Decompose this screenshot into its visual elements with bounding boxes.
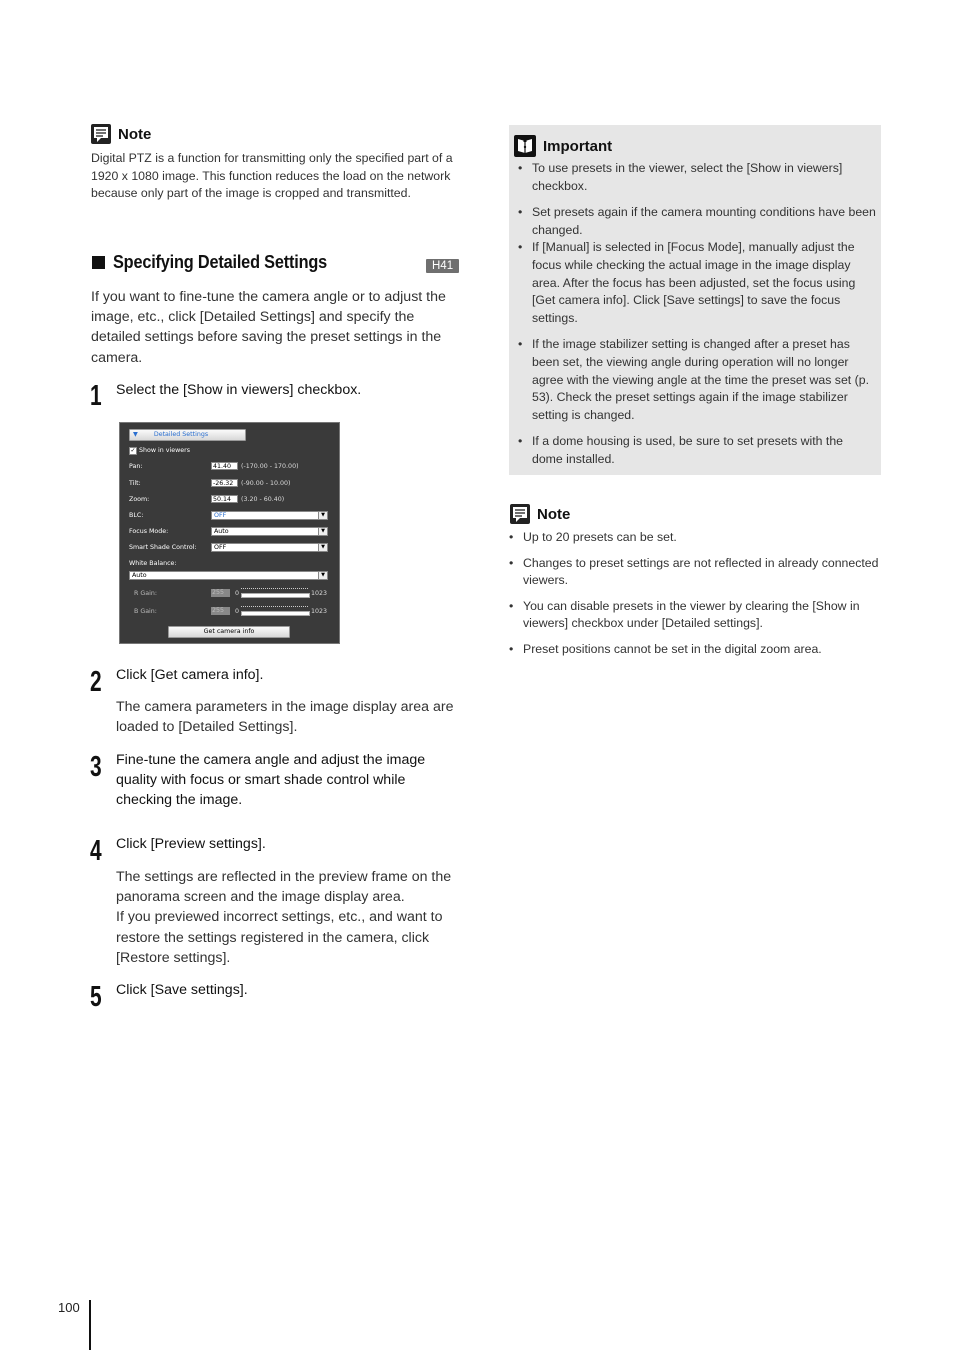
zoom-label: Zoom: [129, 496, 150, 503]
step-3-number: 3 [90, 751, 102, 783]
r-gain-max: 1023 [311, 590, 328, 597]
left-note-text: Digital PTZ is a function for transmitting only the specified part of a 1920 x 1080 image. This function reduces the load on the network because only part of the image is cropped and transmitted. [91, 151, 453, 201]
section-square-icon [92, 256, 105, 269]
important-box [509, 125, 881, 475]
step-2-desc: The camera parameters in the image display area are loaded to [Detailed Settings]. [116, 699, 454, 736]
r-gain-slider [241, 593, 310, 598]
pan-range: (-170.00 - 170.00) [241, 463, 299, 470]
page-number: 100 [58, 1300, 80, 1315]
r-gain-ticks [241, 588, 308, 592]
tilt-label: Tilt: [129, 480, 141, 487]
step-2-text: Click [Get camera info]. [116, 667, 264, 683]
step-5-text: Click [Save settings]. [116, 982, 248, 998]
step-4-text: Click [Preview settings]. [116, 836, 266, 852]
section-badge: H41 [426, 259, 459, 273]
note-icon [90, 123, 112, 145]
section-intro: If you want to fine-tune the camera angle or to adjust the image, etc., click [Detailed Settings] and specify the detailed settings before saving the preset settings in the camera. [91, 289, 446, 366]
b-gain-label: B Gain: [134, 608, 157, 615]
chevron-down-icon: ▼ [318, 572, 327, 579]
get-camera-info-button: Get camera info [168, 626, 290, 638]
step-1-text: Select the [Show in viewers] checkbox. [116, 382, 362, 398]
step-4-desc: The settings are reflected in the preview frame on the panorama screen and the image display area. If you previewed incorrect settings, etc., and want to restore the settings registered in the camera, click [Restore settings]. [116, 869, 452, 966]
important-list [514, 160, 876, 469]
b-gain-slider [241, 611, 310, 616]
r-gain-label: R Gain: [134, 590, 157, 597]
left-note-title: Note [118, 125, 152, 143]
right-note-item: • Up to 20 presets can be set. [505, 529, 881, 547]
chevron-down-icon: ▼ [318, 528, 327, 535]
tilt-range: (-90.00 - 10.00) [241, 480, 291, 487]
focus-mode-select [211, 527, 328, 536]
smart-shade-label: Smart Shade Control: [129, 544, 197, 551]
important-item: • If [Manual] is selected in [Focus Mode], manually adjust the focus while checking the actual image in the image display area. After the focus has been adjusted, set the focus using [Get camera info]. Click [Save settings] to save the focus settings. [514, 239, 876, 327]
step-5-number: 5 [90, 981, 102, 1013]
step-3-text: Fine-tune the camera angle and adjust the image quality with focus or smart shade control while checking the image. [116, 752, 426, 808]
smart-shade-select [211, 543, 328, 552]
focus-mode-value: Auto [214, 528, 229, 535]
important-item: • If the image stabilizer setting is changed after a preset has been set, the viewing angle during operation will no longer agree with the viewing angle at the time the preset was set (p. 53). Check the preset settings again if the image stabilizer setting is changed. [514, 336, 876, 424]
page-number-rule [89, 1300, 91, 1350]
blc-value: OFF [214, 512, 227, 519]
white-balance-label: White Balance: [129, 560, 177, 567]
blc-select [211, 511, 328, 520]
b-gain-min: 0 [235, 608, 240, 615]
important-item: • To use presets in the viewer, select the [Show in viewers] checkbox. [514, 160, 876, 195]
show-in-viewers-label: Show in viewers [139, 447, 190, 454]
b-gain-ticks [241, 606, 308, 610]
tilt-input: -26.32 [211, 479, 238, 487]
blc-label: BLC: [129, 512, 144, 519]
right-note-title: Note [537, 505, 571, 523]
important-header [513, 134, 612, 158]
chevron-down-icon: ▼ [318, 544, 327, 551]
show-in-viewers-checkbox: ✓ [130, 447, 136, 454]
right-note-item: • You can disable presets in the viewer by clearing the [Show in viewers] checkbox under [Detailed settings]. [505, 598, 881, 633]
detailed-settings-screenshot [119, 422, 340, 644]
focus-mode-label: Focus Mode: [129, 528, 169, 535]
section-title: Specifying Detailed Settings [113, 251, 328, 272]
r-gain-min: 0 [235, 590, 240, 597]
note-icon [509, 503, 531, 525]
r-gain-input: 255 [211, 589, 230, 597]
b-gain-max: 1023 [311, 608, 328, 615]
important-title: Important [543, 137, 613, 155]
important-icon [513, 134, 537, 158]
important-item: • Set presets again if the camera mounting conditions have been changed. [514, 204, 876, 239]
chevron-down-icon: ▼ [318, 512, 327, 519]
right-note-list [505, 529, 881, 659]
step-2-number: 2 [90, 666, 102, 698]
pan-label: Pan: [129, 463, 143, 470]
collapse-arrow-icon: ▼ [133, 431, 138, 438]
right-note-header [509, 503, 570, 525]
right-note-item: • Preset positions cannot be set in the digital zoom area. [505, 641, 881, 659]
zoom-range: (3.20 - 60.40) [241, 496, 285, 503]
left-note-header [90, 123, 151, 145]
b-gain-input: 255 [211, 607, 230, 615]
right-note-item: • Changes to preset settings are not reflected in already connected viewers. [505, 555, 881, 590]
smart-shade-value: OFF [214, 544, 227, 551]
white-balance-value: Auto [132, 572, 147, 579]
detailed-settings-header-button [129, 429, 246, 441]
detailed-settings-label: Detailed Settings [153, 431, 209, 438]
white-balance-select [129, 571, 328, 580]
step-1-number: 1 [90, 380, 102, 412]
step-4-number: 4 [90, 835, 102, 867]
zoom-input: 50.14 [211, 495, 238, 503]
pan-input: 41.40 [211, 462, 238, 470]
important-item: • If a dome housing is used, be sure to set presets with the dome installed. [514, 433, 876, 468]
